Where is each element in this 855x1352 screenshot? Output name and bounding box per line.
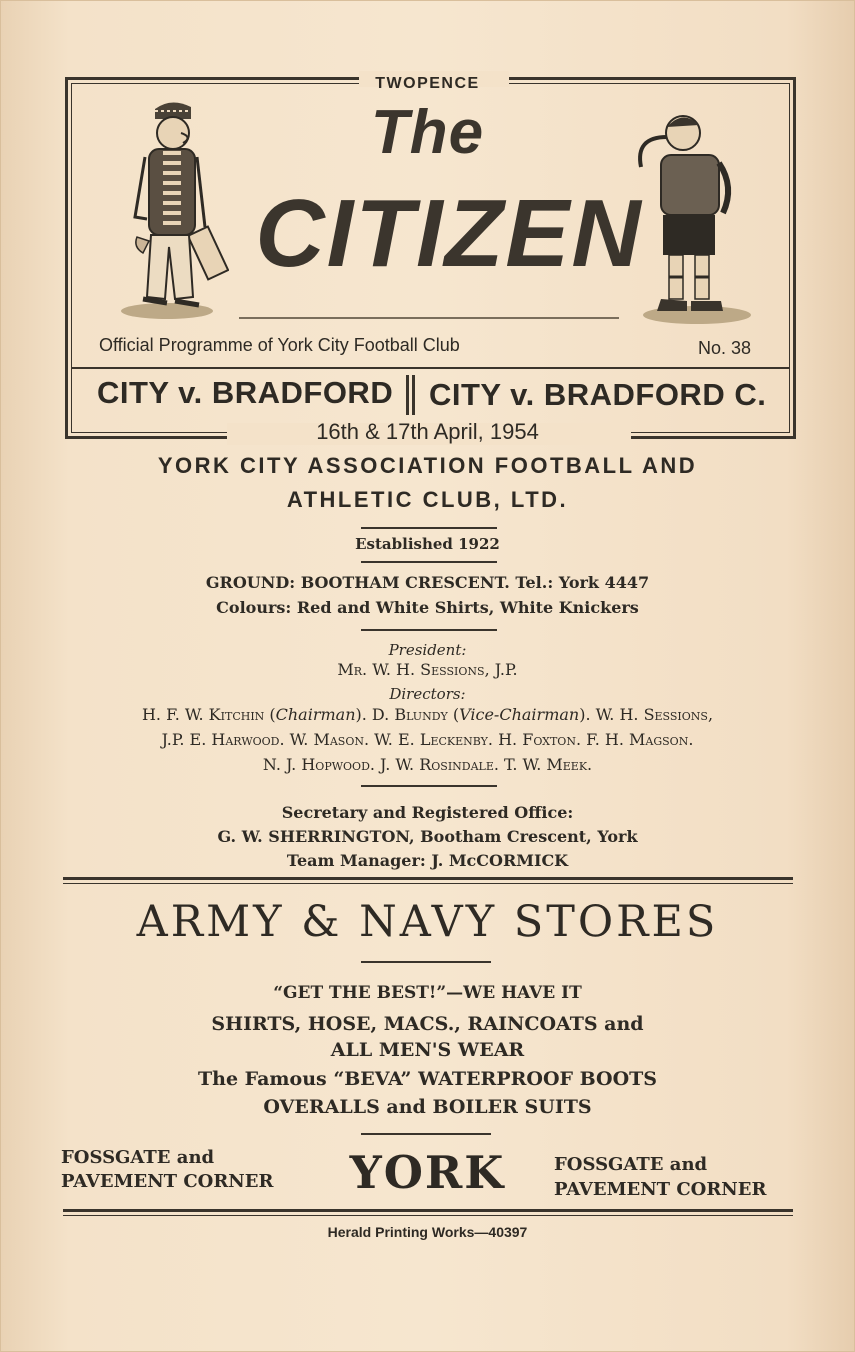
price-label: TWOPENCE [375,75,480,92]
player-illustration-icon [631,107,751,331]
established-year: Established 1922 [355,535,500,553]
advert-slogan: “GET THE BEST!”—WE HAVE IT [273,983,582,1003]
club-colours: Colours: Red and White Shirts, White Knickers [216,598,639,617]
advert-store-name: ARMY & NAVY STORES [136,897,719,947]
secretary-address: G. W. SHERRINGTON, Bootham Crescent, York [217,827,638,846]
advert-city: YORK [349,1146,506,1199]
advert-line2: ALL MEN'S WEAR [330,1039,525,1061]
left-address-line2: PAVEMENT CORNER [61,1171,274,1192]
fixture-friday: CITY v. BRADFORD [97,375,394,410]
masthead-title: CITIZEN [255,180,643,287]
directors-line3: N. J. Hopwood. J. W. Rosindale. T. W. Meek. [262,755,593,774]
supporter-illustration-icon [119,97,229,327]
president-name: Mr. W. H. Sessions, J.P. [337,660,518,679]
directors-line1: H. F. W. Kitchin (Chairman). D. Blundy (Vice-Chairman). W. H. Sessions, [141,705,714,724]
match-dates: 16th & 17th April, 1954 [316,419,539,444]
fixture-saturday: CITY v. BRADFORD C. [429,377,767,412]
directors-line2: J.P. E. Harwood. W. Mason. W. E. Leckenby. H. Foxton. F. H. Magson. [161,730,694,749]
masthead-the: The [370,98,485,167]
issue-number: No. 38 [698,338,752,358]
advert-line3: The Famous “BEVA” WATERPROOF BOOTS [198,1068,657,1090]
team-manager: Team Manager: J. McCORMICK [286,851,569,870]
secretary-label: Secretary and Registered Office: [281,803,574,822]
advert-line1: SHIRTS, HOSE, MACS., RAINCOATS and [211,1013,644,1035]
president-label: President: [388,641,467,659]
programme-subtitle: Official Programme of York City Football Club [99,335,460,355]
right-address-line1: FOSSGATE and [554,1154,708,1175]
club-name-line1: YORK CITY ASSOCIATION FOOTBALL AND [157,453,698,478]
left-address-line1: FOSSGATE and [61,1147,215,1168]
printer-credit: Herald Printing Works—40397 [327,1224,528,1240]
directors-label: Directors: [389,685,466,703]
advert-line4: OVERALLS and BOILER SUITS [263,1096,592,1118]
ground-info: GROUND: BOOTHAM CRESCENT. Tel.: York 4447 [205,573,650,592]
club-name-line2: ATHLETIC CLUB, LTD. [286,487,569,512]
right-address-line2: PAVEMENT CORNER [554,1179,767,1200]
